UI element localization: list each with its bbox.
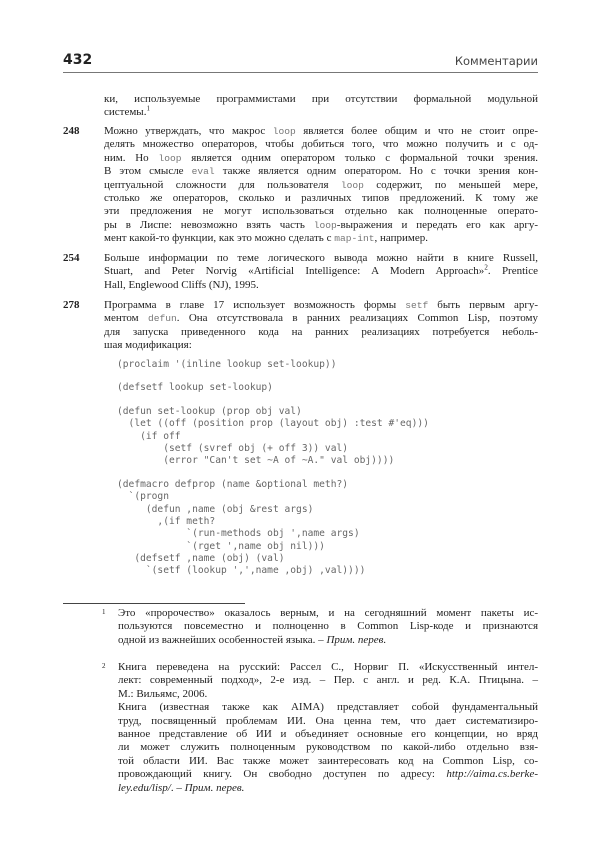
text-run: Книга переведена на русский: Рассел С., Норвиг П. «Искусственный интел- [118,661,538,673]
text-run: также является одним оператором. Но с точки зрения кон- [214,165,538,178]
code-line: (defmacro defprop (name &optional meth?) [117,478,349,490]
footnote-ref: 2 [484,263,488,272]
text-line [118,755,538,768]
text-line [104,106,538,119]
text-run: Hall, Englewood Cliffs (NJ), 1995. [104,278,259,291]
text-run: Программа в главе 17 использует возможность формы [104,299,406,311]
text-run: содержит, по меньшей мере, [363,178,538,191]
text-line [118,688,538,701]
text-run: системы. [104,106,147,119]
note-entry [63,299,538,353]
text-line [104,339,538,352]
inline-code: loop [272,126,296,137]
text-run: той области ИИ. Вас также может заинтересовать код на Common Lisp, со- [118,754,538,767]
text-line [104,312,538,325]
code-line: (proclaim '(inline lookup set-lookup)) [117,359,337,370]
note-number: 2 [102,662,106,670]
text-run: делять множество операторов, чтобы добиться того, что можно получить и с од- [104,138,538,151]
code-line [117,395,429,406]
text-run: шая модификация: [104,339,192,352]
text-line [118,634,538,647]
text-line [104,299,538,312]
code-line: ,(if meth? [117,515,216,527]
text-run: ментом [104,312,148,325]
inline-code: loop [313,219,337,231]
note-entry [63,252,538,292]
text-run: цептуальной сложности для пользователя [104,178,341,191]
text-line [118,728,538,741]
text-run: Stuart, and Peter Norvig «Artificial Intelligence: A Modern Approach» [104,265,485,278]
text-line [104,125,538,138]
footnote-divider [63,603,245,604]
text-line [104,192,538,205]
text-run: М.: Вильямс, 2006. [118,687,208,700]
text-run: лект: современный подход», 2-е изд. – Пер. с англ. и ред. К.А. Птицына. – [118,674,538,687]
code-line: (setf (svref obj (+ off 3)) val) [117,442,349,454]
inline-code: loop [340,179,364,191]
code-line: `(rget ',name obj nil))) [117,540,325,552]
running-title: Комментарии [454,54,538,68]
text-run: для запуска приведенного кода на ранних реализациях потребуется неболь- [104,325,538,338]
italic-text: Прим. перев. [326,633,387,646]
code-line: `(progn [117,491,169,503]
text-run: В этом смысле [104,165,192,178]
text-line [104,93,538,106]
text-run: Книга (известная также как AIMA) представляет собой фундаментальный [118,701,538,714]
code-line: `(run-methods obj ',name args) [117,528,360,540]
note-entry [63,93,538,120]
page-header [63,52,538,73]
footnote [102,607,538,647]
text-run: Можно утверждать, что макрос [104,125,273,137]
text-run: труд, посвященный проблемам ИИ. Она ценна тем, что дает систематизиро- [118,714,538,727]
code-line: (defun set-lookup (prop obj val) [117,405,302,417]
text-line [118,661,538,674]
code-line: (defun ,name (obj &rest args) [117,503,314,515]
text-line [104,205,538,218]
text-run: -выражения и передать его как аргу- [336,218,538,231]
inline-code: map-int [334,233,375,245]
text-run: провождающий книгу. Он свободно доступен по адресу: [118,768,447,781]
footnote [102,661,538,795]
text-line [104,279,538,292]
text-run: ки, используемые программистами при отсутствии формальной модульной [104,93,538,105]
code-listing [117,359,429,578]
text-line [104,252,538,265]
text-run: . Prentice [487,265,538,278]
text-run: является более общим и что не стоит опре- [295,125,538,137]
italic-text: http://aima.cs.berke- [446,768,538,781]
code-line: (defsetf ,name (obj) (val) [117,553,285,565]
code-line: (error "Can't set ~A of ~A." val obj)))) [117,455,395,467]
text-run: эти предложения не могут использоваться отдельно как полноценные операто- [104,205,538,218]
text-line [104,179,538,192]
text-run: быть первым аргу- [428,299,539,311]
text-line [118,715,538,728]
note-number: 1 [102,608,106,616]
text-line [118,741,538,754]
italic-text: ley.edu/lisp/ [118,781,171,794]
text-line [118,620,538,633]
inline-code: loop [158,152,182,164]
text-line [118,674,538,687]
text-run: одной из важнейших особенностей языка. – [118,633,327,646]
footnote-ref: 1 [146,104,150,113]
text-run: . – [170,781,185,794]
note-number: 278 [63,299,80,311]
text-run: Больше информации по теме логического вывода можно найти в книге Russell, [104,252,538,264]
italic-text: Прим. перев. [184,781,245,794]
text-run: Это «пророчество» оказалось верным, и на сегодняшний момент пакеты ис- [118,607,538,619]
note-number: 254 [63,252,80,264]
text-run: пользуются повсеместно и полноценно в Common Lisp-коде и признаются [118,620,538,633]
text-run: ванное представление об ИИ и объединяет основные его концепции, но вряд [118,727,538,740]
text-line [118,768,538,781]
text-line [104,219,538,232]
text-line [118,701,538,714]
page-number: 432 [63,52,93,68]
text-line [104,165,538,178]
text-run: ры в Лиспе: невозможно взять часть [104,218,314,231]
note-number: 248 [63,125,80,137]
note-entry [63,125,538,246]
code-line: `(setf (lookup ',',name ,obj) ,val)))) [117,565,366,577]
code-line: (defsetf lookup set-lookup) [117,382,273,394]
text-line [118,607,538,620]
inline-code: eval [191,166,215,178]
code-line: (let ((off (position prop (layout obj) :test #'eq))) [117,418,429,430]
code-line [117,371,429,382]
inline-code: defun [147,313,177,325]
text-line [104,326,538,339]
text-line [104,138,538,151]
text-run: . Она отсутствовала в ранних реализациях Common Lisp, поэтому [176,312,538,325]
text-line [104,152,538,165]
text-line [104,265,538,278]
code-line: (if off [117,430,181,442]
text-run: , например. [374,232,429,245]
text-run: ли может служить полноценным руководством по какой-либо отдельно взя- [118,741,538,754]
text-run: ним. Но [104,151,159,164]
text-line [118,782,538,795]
text-run: мент какой-то функции, как это можно сделать с [104,232,335,245]
text-run: является одним оператором только с формальной точки зрения. [181,151,538,164]
text-run: столько же операторов, сколько и различных типов предложений. К тому же [104,191,538,204]
text-line [104,232,538,245]
inline-code: setf [405,300,429,311]
code-line [117,468,429,479]
